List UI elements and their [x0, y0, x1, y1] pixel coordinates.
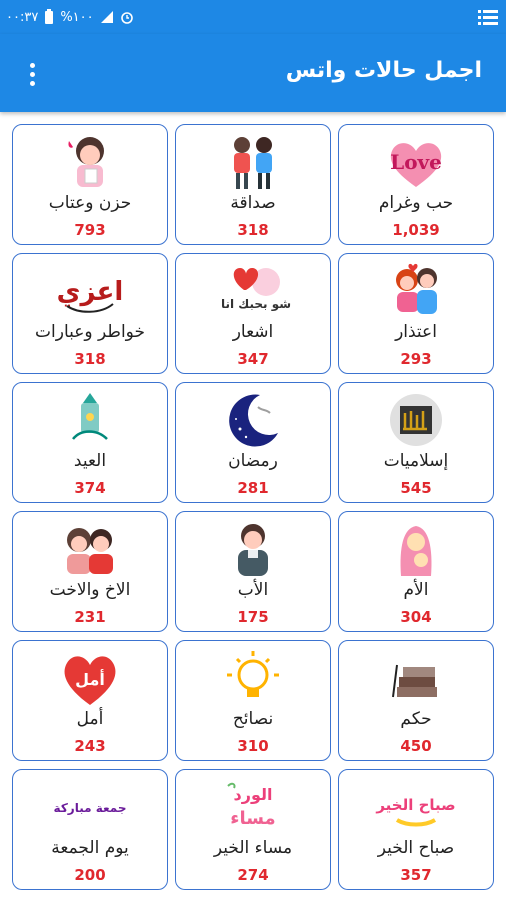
category-count: 243: [74, 737, 106, 755]
signal-icon: [100, 10, 114, 24]
category-count: 318: [237, 221, 269, 239]
category-label: رمضان: [228, 451, 278, 471]
category-card-friendship[interactable]: [175, 124, 331, 245]
category-label: حكم: [400, 709, 432, 729]
category-count: 347: [237, 350, 269, 368]
category-count: 318: [74, 350, 106, 368]
category-label: حب وغرام: [378, 193, 454, 213]
category-count: 293: [400, 350, 432, 368]
good-morning-icon: [376, 776, 456, 838]
category-card-sadness[interactable]: [12, 124, 168, 245]
crescent-moon-icon: [220, 389, 286, 451]
love-heart-icon: [383, 131, 449, 193]
category-card-father[interactable]: [175, 511, 331, 632]
category-card-hope[interactable]: [12, 640, 168, 761]
category-card-siblings[interactable]: [12, 511, 168, 632]
category-card-love[interactable]: [338, 124, 494, 245]
father-icon: [220, 518, 286, 580]
category-card-wisdom[interactable]: [338, 640, 494, 761]
lightbulb-icon: [220, 647, 286, 709]
battery-icon: [44, 9, 54, 25]
svg-text:أمل: أمل: [75, 670, 105, 689]
status-bar: [0, 0, 506, 34]
category-label: نصائح: [232, 709, 274, 729]
category-count: 310: [237, 737, 269, 755]
eid-lantern-icon: [57, 389, 123, 451]
category-card-good-evening[interactable]: [175, 769, 331, 890]
category-card-thoughts[interactable]: [12, 253, 168, 374]
category-label: اعتذار: [395, 322, 437, 342]
category-label: العيد: [73, 451, 107, 471]
category-label: حزن وعتاب: [48, 193, 132, 213]
siblings-icon: [57, 518, 123, 580]
status-time: ٠٠:٣٧: [6, 9, 39, 25]
alarm-icon: [120, 10, 134, 24]
category-label: الاخ والاخت: [49, 580, 131, 600]
category-count: 200: [74, 866, 106, 884]
category-label: صداقة: [230, 193, 276, 213]
category-count: 175: [237, 608, 269, 626]
category-count: 274: [237, 866, 269, 884]
sad-girl-icon: [57, 131, 123, 193]
mother-icon: [383, 518, 449, 580]
svg-text:شو بحبك انا: شو بحبك انا: [220, 297, 292, 311]
battery-percent: %١٠٠: [60, 9, 94, 25]
friday-icon: [53, 776, 127, 838]
svg-text:جمعة مباركة: جمعة مباركة: [53, 801, 127, 815]
category-card-good-morning[interactable]: [338, 769, 494, 890]
good-evening-icon: [220, 776, 286, 838]
category-card-poetry[interactable]: [175, 253, 331, 374]
svg-text:صباح الخير: صباح الخير: [376, 796, 456, 814]
category-label: الأم: [403, 580, 429, 600]
more-options-icon[interactable]: [18, 60, 46, 88]
category-count: 1,039: [392, 221, 440, 239]
page-title: اجمل حالات واتس: [285, 58, 482, 83]
category-label: الأب: [237, 580, 269, 600]
category-count: 545: [400, 479, 432, 497]
category-count: 281: [237, 479, 269, 497]
category-count: 357: [400, 866, 432, 884]
category-card-mother[interactable]: [338, 511, 494, 632]
category-label: صباح الخير: [377, 838, 455, 858]
category-card-eid[interactable]: [12, 382, 168, 503]
calligraphy-icon: [57, 260, 123, 322]
category-card-advice[interactable]: [175, 640, 331, 761]
category-count: 374: [74, 479, 106, 497]
category-label: اشعار: [232, 322, 274, 342]
category-count: 304: [400, 608, 432, 626]
category-label: إسلاميات: [383, 451, 449, 471]
app-bar: [0, 34, 506, 112]
svg-text:الورد: الورد: [233, 785, 273, 804]
category-label: أمل: [76, 709, 104, 729]
category-count: 231: [74, 608, 106, 626]
status-left-group: [0, 0, 134, 34]
category-card-friday[interactable]: [12, 769, 168, 890]
svg-text:اعزي: اعزي: [56, 277, 124, 307]
allah-icon: [383, 389, 449, 451]
svg-text:مساء: مساء: [230, 808, 276, 829]
hope-heart-icon: [57, 647, 123, 709]
category-label: مساء الخير: [213, 838, 293, 858]
friends-icon: [220, 131, 286, 193]
svg-text:Love: Love: [390, 150, 442, 174]
apology-couple-icon: [383, 260, 449, 322]
category-card-islamic[interactable]: [338, 382, 494, 503]
category-count: 450: [400, 737, 432, 755]
category-label: يوم الجمعة: [51, 838, 129, 858]
category-card-apology[interactable]: [338, 253, 494, 374]
poetry-heart-icon: [220, 260, 292, 322]
category-card-ramadan[interactable]: [175, 382, 331, 503]
category-label: خواطر وعبارات: [35, 322, 145, 342]
category-count: 793: [74, 221, 106, 239]
notification-menu-icon[interactable]: [478, 8, 498, 26]
books-icon: [383, 647, 449, 709]
